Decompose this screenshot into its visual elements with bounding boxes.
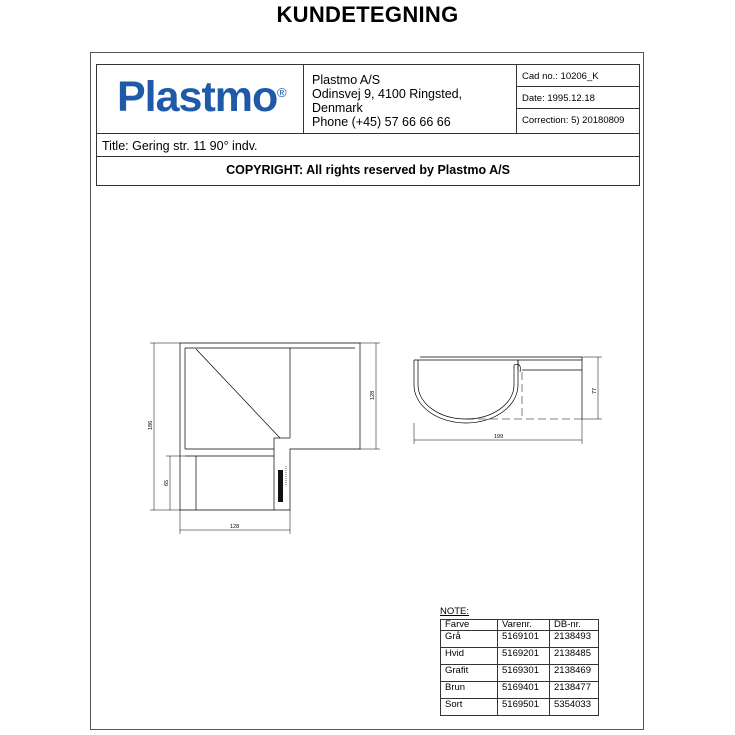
note-label: NOTE: bbox=[440, 606, 470, 617]
drawing-date: Date: 1995.12.18 bbox=[517, 87, 639, 109]
plastmo-stamp bbox=[278, 470, 283, 502]
hidden-lines bbox=[466, 372, 582, 419]
dim-gutter-height: 77 bbox=[592, 387, 598, 394]
page-heading: KUNDETEGNING bbox=[276, 2, 459, 27]
document-title: Title: Gering str. 11 90° indv. bbox=[97, 133, 639, 157]
table-row bbox=[441, 699, 599, 716]
gutter-side-view bbox=[414, 357, 582, 423]
note-table bbox=[440, 619, 599, 716]
table-row bbox=[441, 631, 599, 648]
cell-db-nr: 2138469 bbox=[550, 665, 599, 682]
dim-height-total: 186 bbox=[148, 420, 154, 430]
company-address: Odinsvej 9, 4100 Ringsted, Denmark bbox=[312, 87, 463, 115]
correction: Correction: 5) 20180809 bbox=[522, 115, 625, 126]
header-db-nr: DB-nr. bbox=[550, 620, 599, 631]
gutter-bead bbox=[514, 364, 520, 372]
copyright-notice: COPYRIGHT: All rights reserved by Plastmo A/S bbox=[226, 163, 510, 177]
gutter-outer-curve bbox=[414, 360, 518, 423]
cell-db-nr: 5354033 bbox=[550, 699, 599, 716]
cell-farve: Brun bbox=[441, 682, 498, 699]
cell-farve: Sort bbox=[441, 699, 498, 716]
dim-gutter-width: 199 bbox=[494, 434, 504, 440]
header-farve: Farve bbox=[441, 620, 498, 631]
header-varenr: Varenr. bbox=[498, 620, 550, 631]
table-row bbox=[441, 682, 599, 699]
cell-farve: Grå bbox=[441, 631, 498, 648]
table-row bbox=[441, 665, 599, 682]
company-name: Plastmo A/S bbox=[312, 73, 381, 87]
cell-varenr: 5169101 bbox=[498, 631, 550, 648]
left-dimensions bbox=[150, 343, 380, 534]
registered-mark: ® bbox=[277, 85, 287, 100]
corner-outline bbox=[180, 343, 360, 510]
note-table-header bbox=[441, 620, 599, 631]
cell-db-nr: 2138477 bbox=[550, 682, 599, 699]
corner-top-view bbox=[180, 343, 360, 510]
cell-farve: Hvid bbox=[441, 648, 498, 665]
cell-farve: Grafit bbox=[441, 665, 498, 682]
cell-varenr: 5169401 bbox=[498, 682, 550, 699]
dim-bottom-width: 128 bbox=[230, 524, 240, 530]
cell-varenr: 5169201 bbox=[498, 648, 550, 665]
cad-number: Cad no.: 10206_K bbox=[517, 65, 639, 87]
cell-varenr: 5169501 bbox=[498, 699, 550, 716]
miter-line bbox=[196, 349, 280, 438]
company-phone: Phone (+45) 57 66 66 66 bbox=[312, 115, 451, 129]
cell-varenr: 5169301 bbox=[498, 665, 550, 682]
dim-right-height: 128 bbox=[370, 390, 376, 400]
cell-db-nr: 2138485 bbox=[550, 648, 599, 665]
table-row bbox=[441, 648, 599, 665]
gutter-inner-curve bbox=[418, 360, 514, 419]
plastmo-logo: Plastmo bbox=[117, 73, 278, 121]
dim-height-lower: 65 bbox=[164, 479, 170, 486]
cell-db-nr: 2138493 bbox=[550, 631, 599, 648]
